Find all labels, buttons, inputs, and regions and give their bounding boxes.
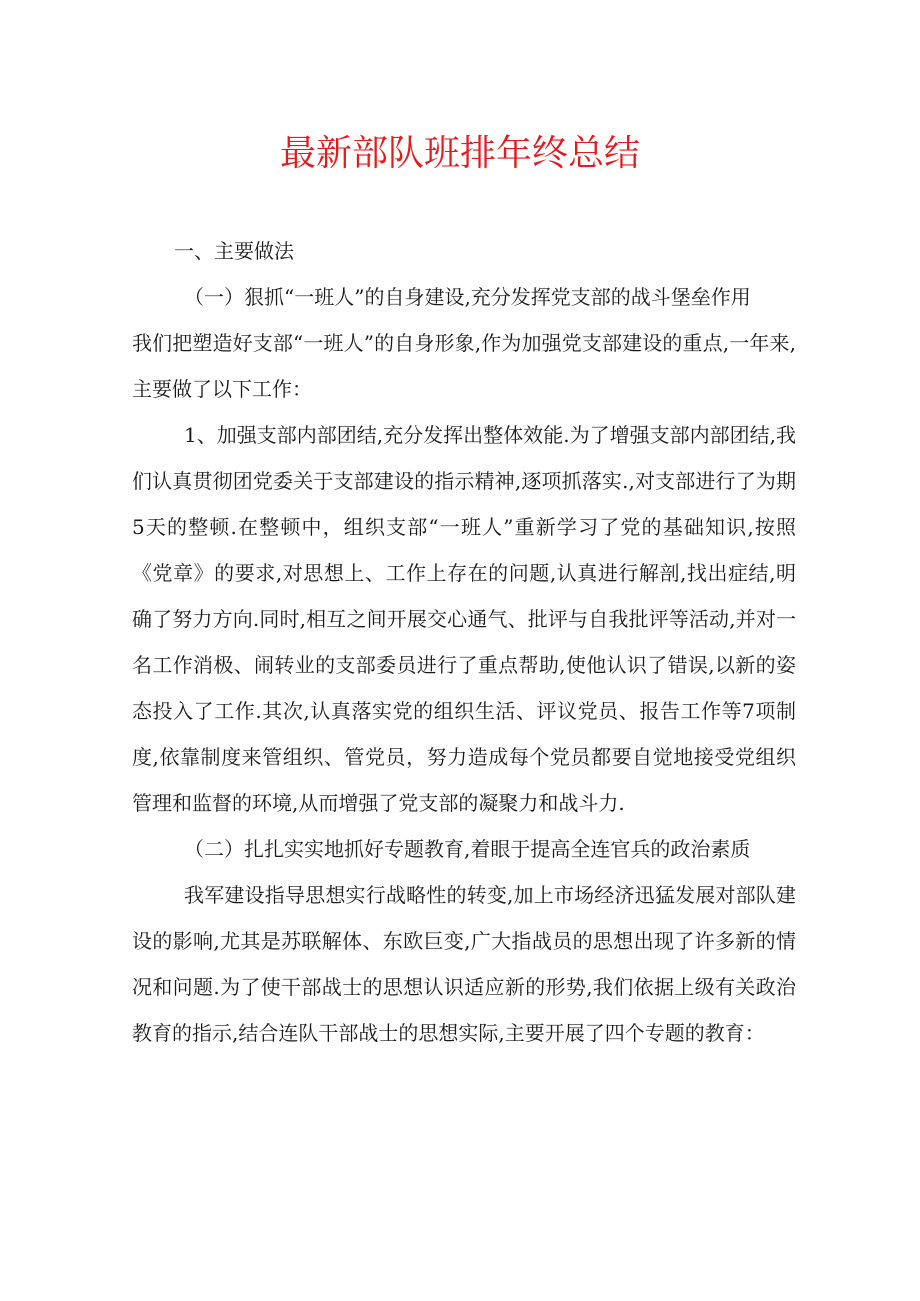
document-body xyxy=(132,228,796,1056)
subsection-heading: （二）扎扎实实地抓好专题教育,着眼于提高全连官兵的政治素质 xyxy=(184,837,751,861)
paragraph: 我们把塑造好支部“一班人”的自身形象,作为加强党支部建设的重点,一年来,主要做了以下工作： xyxy=(132,331,796,401)
document-title: 最新部队班排年终总结 xyxy=(279,133,640,174)
paragraph: 1、加强支部内部团结,充分发挥出整体效能.为了增强支部内部团结,我们认真贯彻团党委关于支部建设的指示精神,逐项抓落实.,对支部进行了为期5天的整顿.在整顿中，组织支部“一班人”重新学习了党的基础知识,按照《党章》的要求,对思想上、工作上存在的问题,认真进行解剖,找出症结,明确了努力方向.同时,相互之间开展交心通气、批评与自我批评等活动,并对一名工作消极、闹转业的支部委员进行了重点帮助,使他认识了错误,以新的姿态投入了工作.其次,认真落实党的组织生活、评议党员、报告工作等7项制度,依靠制度来管组织、管党员，努力造成每个党员都要自觉地接受党组织管理和监督的环境,从而增强了党支部的凝聚力和战斗力. xyxy=(132,423,796,815)
subsection-heading: （一）狠抓“一班人”的自身建设,充分发挥党支部的战斗堡垒作用 xyxy=(184,285,751,309)
section-heading: 一、主要做法 xyxy=(174,239,294,263)
paragraph: 我军建设指导思想实行战略性的转变,加上市场经济迅猛发展对部队建设的影响,尤其是苏联解体、东欧巨变,广大指战员的思想出现了许多新的情况和问题.为了使干部战士的思想认识适应新的形势,我们依据上级有关政治教育的指示,结合连队干部战士的思想实际,主要开展了四个专题的教育： xyxy=(132,883,796,1045)
